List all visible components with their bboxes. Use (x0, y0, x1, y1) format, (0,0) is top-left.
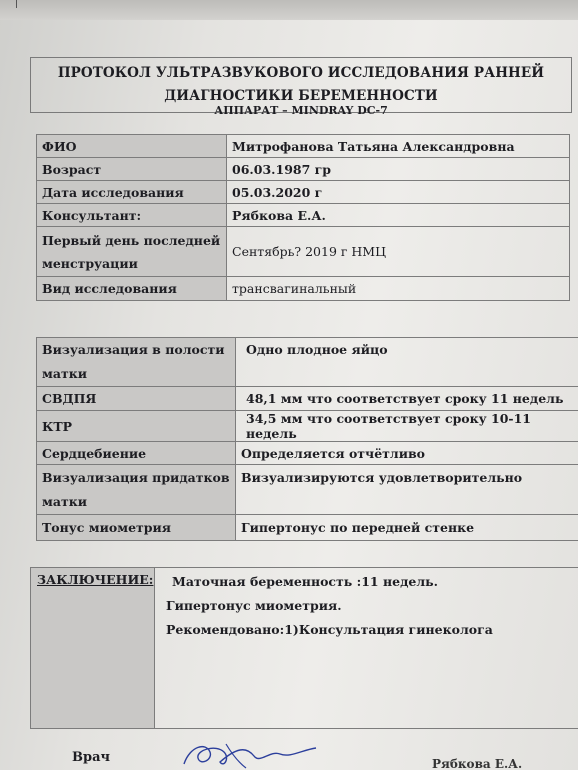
previous-page-edge (0, 0, 578, 20)
row-label: КТР (37, 411, 236, 442)
signature (180, 738, 320, 770)
table-row (37, 515, 578, 541)
table-row (37, 465, 578, 515)
heartbeat-value: Определяется отчётливо (236, 442, 578, 465)
table-row (37, 387, 578, 411)
row-label-line1: Визуализация придатков (42, 469, 230, 485)
last-period-date: Сентябрь? 2019 г НМЦ (227, 227, 570, 277)
row-label: Консультант: (37, 204, 227, 227)
row-label: Тонус миометрия (37, 515, 236, 541)
row-label (37, 227, 227, 277)
cavity-visualization: Одно плодное яйцо (236, 338, 578, 387)
table-row (37, 135, 570, 158)
row-label-line2: матки (42, 366, 88, 381)
conclusion-line: Гипертонус миометрия. (166, 598, 342, 613)
row-label-line1: Первый день последней (42, 232, 221, 248)
table-row (37, 277, 570, 301)
table-row (37, 227, 570, 277)
protocol-title-line1: ПРОТОКОЛ УЛЬТРАЗВУКОВОГО ИССЛЕДОВАНИЯ РАННЕЙ (57, 65, 545, 81)
conclusion-box (30, 567, 578, 729)
row-label (37, 338, 236, 387)
birth-date: 06.03.1987 гр (227, 158, 570, 181)
row-label: Дата исследования (37, 181, 227, 204)
doctor-name: Рябкова Е.А. (432, 757, 523, 770)
row-label (37, 465, 236, 515)
row-label: Вид исследования (37, 277, 227, 301)
device-name: АППАРАТ – MINDRAY DC-7 (214, 104, 388, 117)
table-row (37, 411, 578, 442)
row-label: СВДПЯ (37, 387, 236, 411)
conclusion-line: Рекомендовано:1)Консультация гинеколога (166, 622, 493, 637)
row-label-line2: менструации (42, 255, 138, 271)
row-label: Возраст (37, 158, 227, 181)
conclusion-label: ЗАКЛЮЧЕНИЕ: (37, 572, 154, 587)
patient-name: Митрофанова Татьяна Александровна (227, 135, 570, 158)
ktr-value: 34,5 мм что соответствует сроку 10-11 недель (236, 411, 578, 442)
row-label: ФИО (37, 135, 227, 158)
protocol-header (30, 57, 572, 117)
myometrium-tone: Гипертонус по передней стенке (236, 515, 578, 541)
table-row (37, 204, 570, 227)
conclusion-text (166, 574, 493, 646)
row-label-line1: Визуализация в полости (42, 342, 225, 357)
doctor-label: Врач (72, 750, 111, 765)
conclusion-line: Маточная беременность :11 недель. (172, 574, 439, 589)
row-label-line2: матки (42, 493, 88, 509)
consultant-name: Рябкова Е.А. (227, 204, 570, 227)
table-row (37, 158, 570, 181)
patient-info-table (36, 134, 570, 301)
edge-mark (16, 0, 17, 8)
svdpya-value: 48,1 мм что соответствует сроку 11 недель (236, 387, 578, 411)
table-row (37, 181, 570, 204)
protocol-title-line2: ДИАГНОСТИКИ БЕРЕМЕННОСТИ (164, 88, 438, 104)
conclusion-label-cell (31, 568, 155, 728)
exam-type: трансвагинальный (227, 277, 570, 301)
row-label: Сердцебиение (37, 442, 236, 465)
adnexa-visualization: Визуализируются удовлетворительно (236, 465, 578, 515)
exam-date: 05.03.2020 г (227, 181, 570, 204)
table-row (37, 442, 578, 465)
table-row (37, 338, 578, 387)
findings-table (36, 337, 578, 541)
